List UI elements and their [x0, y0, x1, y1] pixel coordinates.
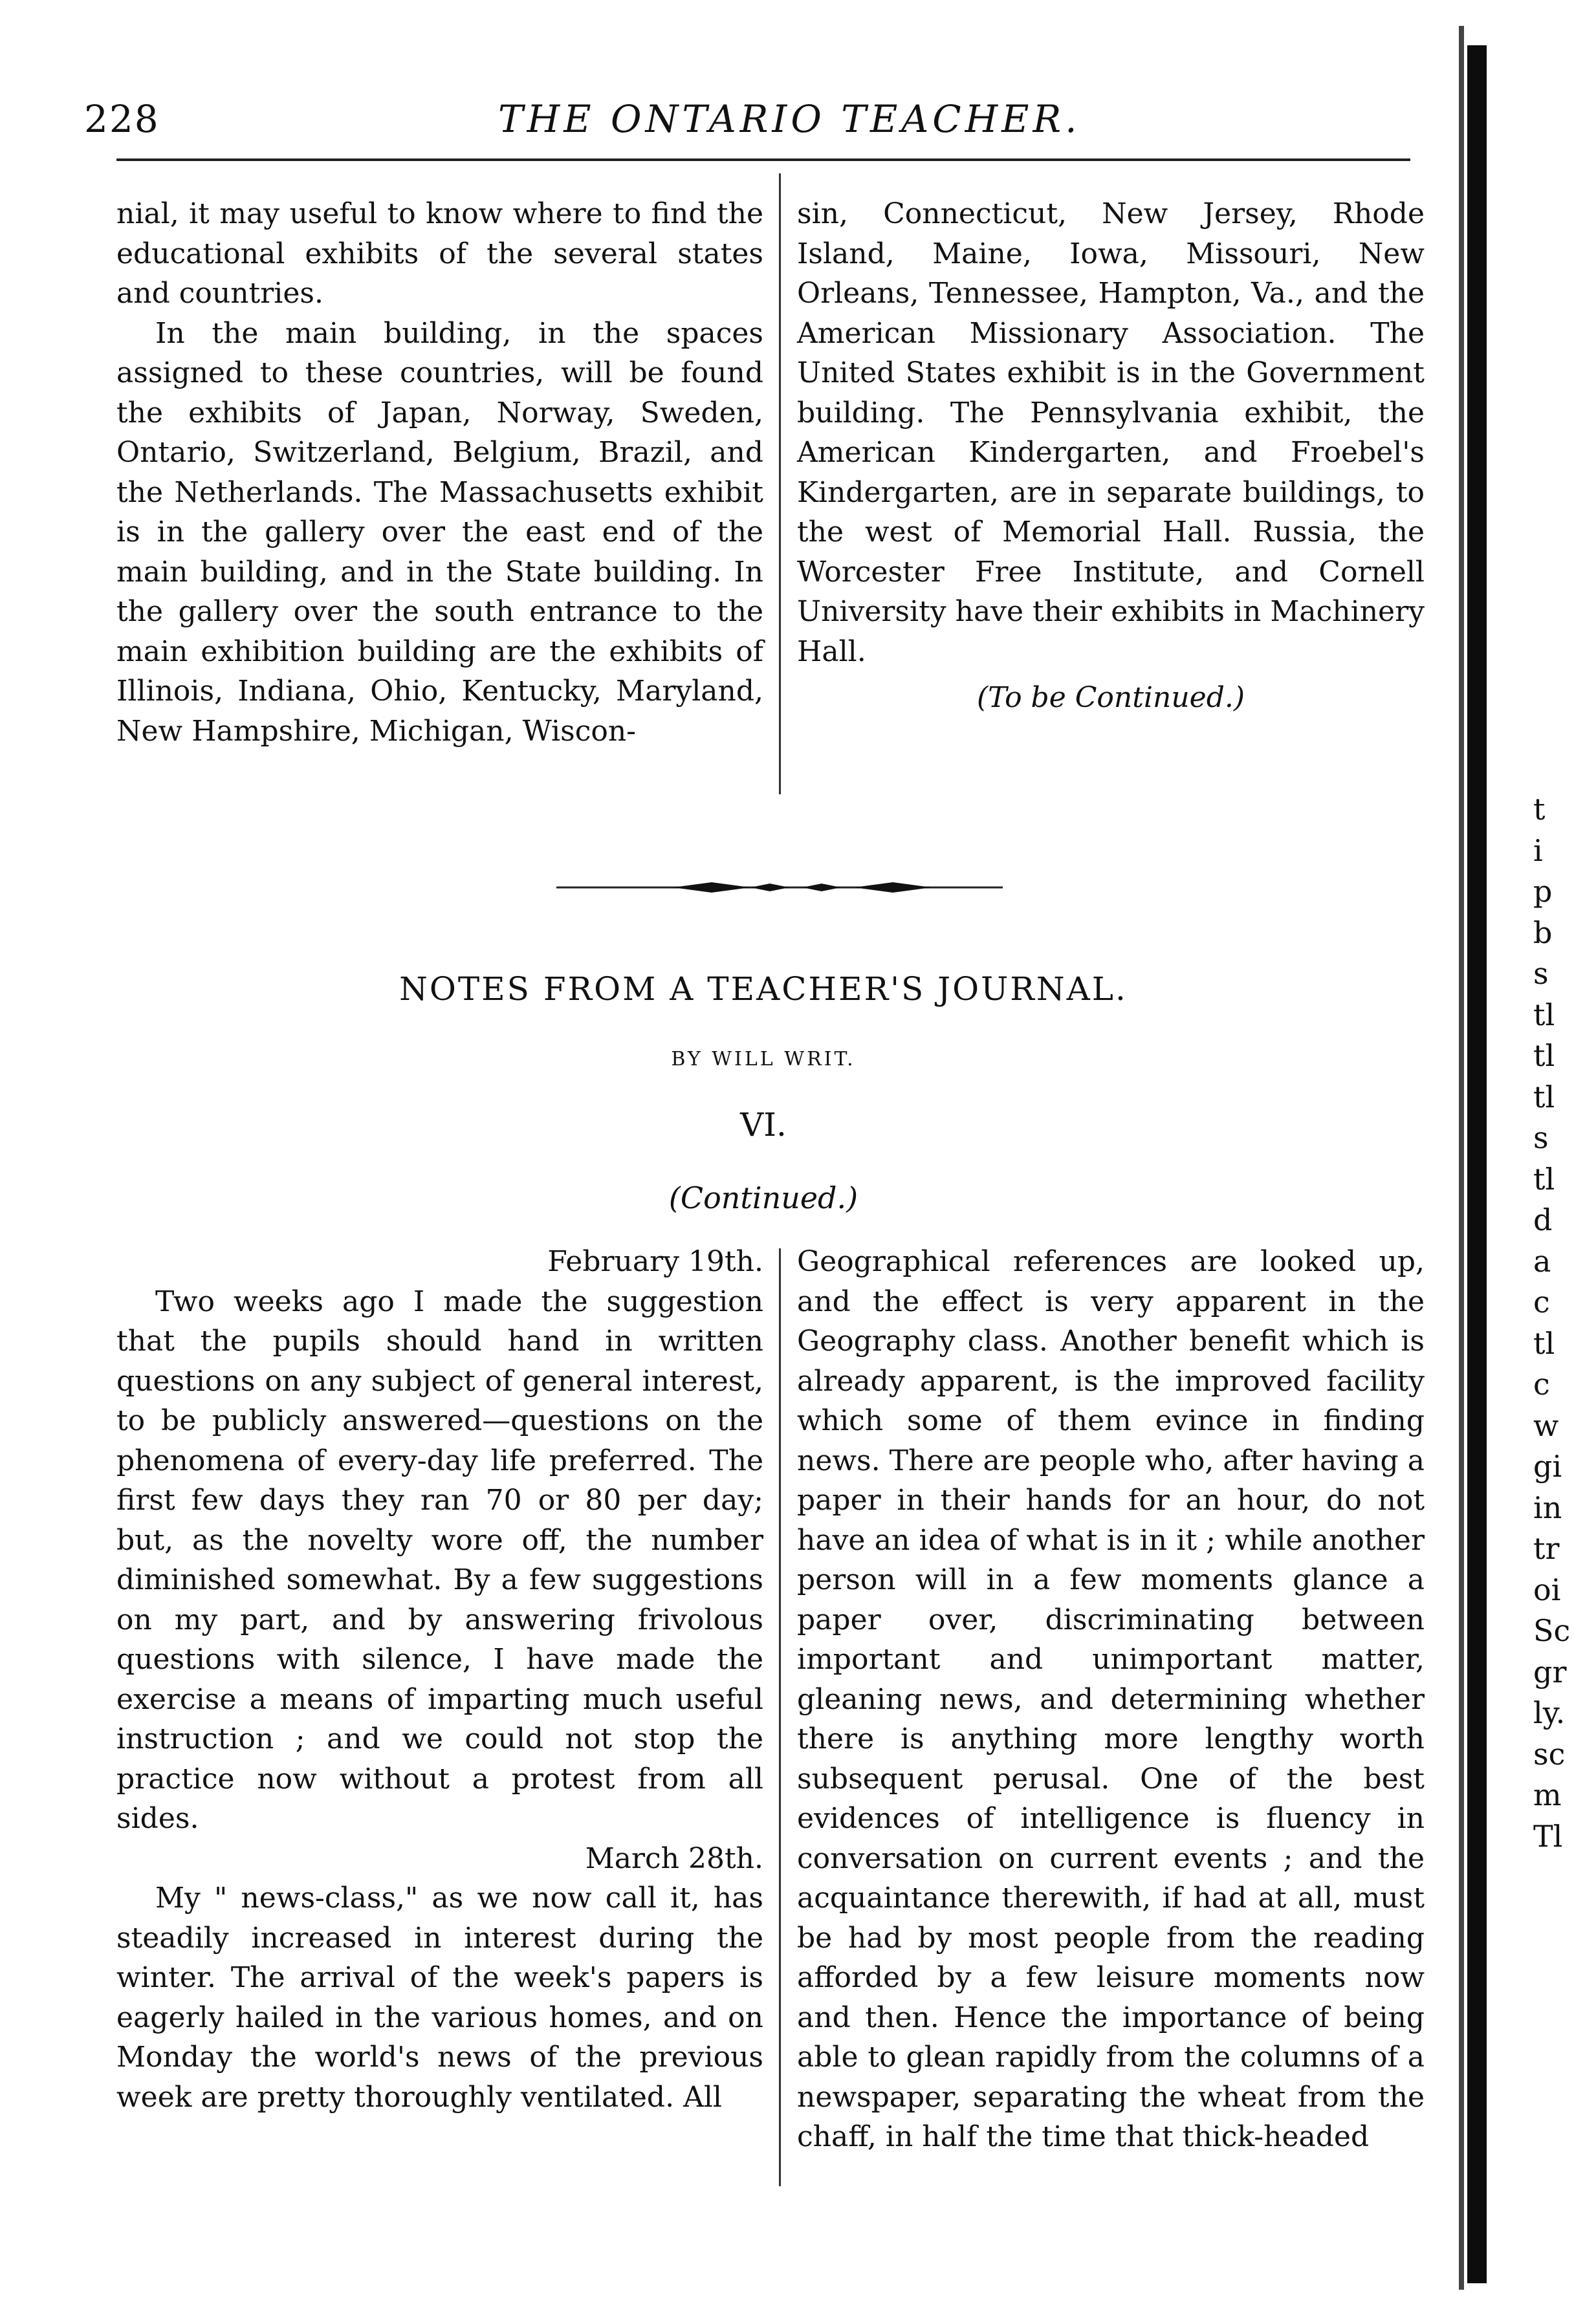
fragment-line: sc: [1533, 1736, 1566, 1772]
paragraph: Geographical references are looked up, and the effect is very apparent in the Geography class. Another benefit which is already apparent, is the improved facility which some of them evince in finding news. There are people who, after having a paper in their hands for an hour, do not have an idea of what is in it ; while another person will in a few moments glance a paper over, discriminating between important and unimportant matter, gleaning news, and determining whether there is anything more lengthy worth subsequent perusal. One of the best evidences of intelligence is fluency in conversation on current events ; and the acquaintance therewith, if had at all, must be had by most people from the reading afforded by a few leisure moments now and then. Hence the importance of being able to glean rapidly from the columns of a newspaper, separating the wheat from the chaff, in half the time that thick-headed: [797, 1245, 1425, 2153]
section-divider-ornament: [556, 880, 1003, 895]
paragraph: nial, it may useful to know where to find the educational exhibits of the several states and countries.: [116, 197, 763, 310]
paragraph: My " news-class," as we now call it, has steadily increased in interest during the winter. The arrival of the week's papers is eagerly hailed in the various homes, and on Monday the world's news of the previous week are pretty thoroughly ventilated. All: [116, 1882, 763, 2114]
fragment-line: tl: [1533, 1325, 1555, 1361]
article-title: NOTES FROM A TEACHER'S JOURNAL.: [399, 970, 1128, 1008]
fragment-line: t: [1533, 792, 1546, 827]
top-left-column: [116, 194, 763, 751]
paragraph: March 28th.: [585, 1841, 763, 1875]
header-rule: [116, 158, 1410, 161]
fragment-line: Sc: [1533, 1613, 1571, 1648]
fragment-line: i: [1533, 832, 1543, 868]
article-byline: BY WILL WRIT.: [671, 1048, 856, 1070]
fragment-line: b: [1533, 915, 1553, 950]
article-part-numeral: VI.: [740, 1106, 787, 1144]
fragment-line: s: [1533, 1120, 1549, 1155]
paragraph: (To be Continued.): [976, 681, 1245, 714]
fragment-line: s: [1533, 956, 1549, 991]
fragment-line: Tl: [1533, 1818, 1563, 1854]
fragment-line: gi: [1533, 1449, 1562, 1484]
fragment-line: w: [1533, 1407, 1559, 1443]
page-number: 228: [84, 97, 160, 141]
fragment-line: tl: [1533, 1161, 1555, 1197]
article-continued-note: (Continued.): [668, 1180, 858, 1215]
fragment-line: tl: [1533, 997, 1555, 1032]
fragment-line: oi: [1533, 1572, 1561, 1607]
fragment-line: c: [1533, 1285, 1550, 1319]
fragment-line: gr: [1533, 1654, 1567, 1689]
fragment-line: a: [1533, 1243, 1551, 1279]
fragment-line: tl: [1533, 1079, 1555, 1114]
paragraph: Two weeks ago I made the suggestion that the pupils should hand in written questions on any subject of general interest, to be publicly answered—questions on the phenomena of every-day life preferred. The first few days they ran 70 or 80 per day; but, as the novelty wore off, the number diminished somewhat. By a few suggestions on my part, and by answering frivolous questions with silence, I have made the exercise a means of imparting much useful instruction ; and we could not stop the practice now without a protest from all sides.: [116, 1285, 763, 1835]
binding-shadow-line: [1459, 26, 1464, 2290]
bottom-column-divider: [779, 1248, 781, 2186]
paragraph: In the main building, in the spaces assigned to these countries, will be found the exhibits of Japan, Norway, Sweden, Ontario, Switzerland, Belgium, Brazil, and the Netherlands. The Massachusetts exhibit is in the gallery over the east end of the main building, and in the State building. In the gallery over the south entrance to the main exhibition building are the exhibits of Illinois, Indiana, Ohio, Kentucky, Maryland, New Hampshire, Michigan, Wiscon-: [116, 316, 763, 748]
next-page-fragments: [1533, 789, 1574, 1857]
fragment-line: c: [1533, 1367, 1550, 1402]
top-right-column: [797, 194, 1425, 718]
fragment-line: m: [1533, 1777, 1562, 1812]
journal-title: THE ONTARIO TEACHER.: [498, 97, 1081, 141]
bottom-right-column: [797, 1242, 1425, 2157]
running-header: [84, 97, 1417, 168]
fragment-line: in: [1533, 1490, 1562, 1525]
top-column-divider: [779, 173, 781, 794]
fragment-line: p: [1533, 874, 1553, 909]
binding-edge-bar: [1467, 45, 1487, 2283]
fragment-line: ly.: [1533, 1695, 1566, 1730]
bottom-left-column: [116, 1242, 763, 2117]
paragraph: sin, Connecticut, New Jersey, Rhode Island, Maine, Iowa, Missouri, New Orleans, Tennessee, Hampton, Va., and the American Missionary Association. The United States exhibit is in the Government building. The Pennsylvania exhibit, the American Kindergarten, and Froebel's Kindergarten, are in separate buildings, to the west of Memorial Hall. Russia, the Worcester Free Institute, and Cornell University have their exhibits in Machinery Hall.: [797, 197, 1425, 668]
fragment-line: tl: [1533, 1038, 1555, 1073]
paragraph: February 19th.: [547, 1245, 763, 1278]
fragment-line: tr: [1533, 1531, 1560, 1566]
fragment-line: d: [1533, 1202, 1553, 1237]
